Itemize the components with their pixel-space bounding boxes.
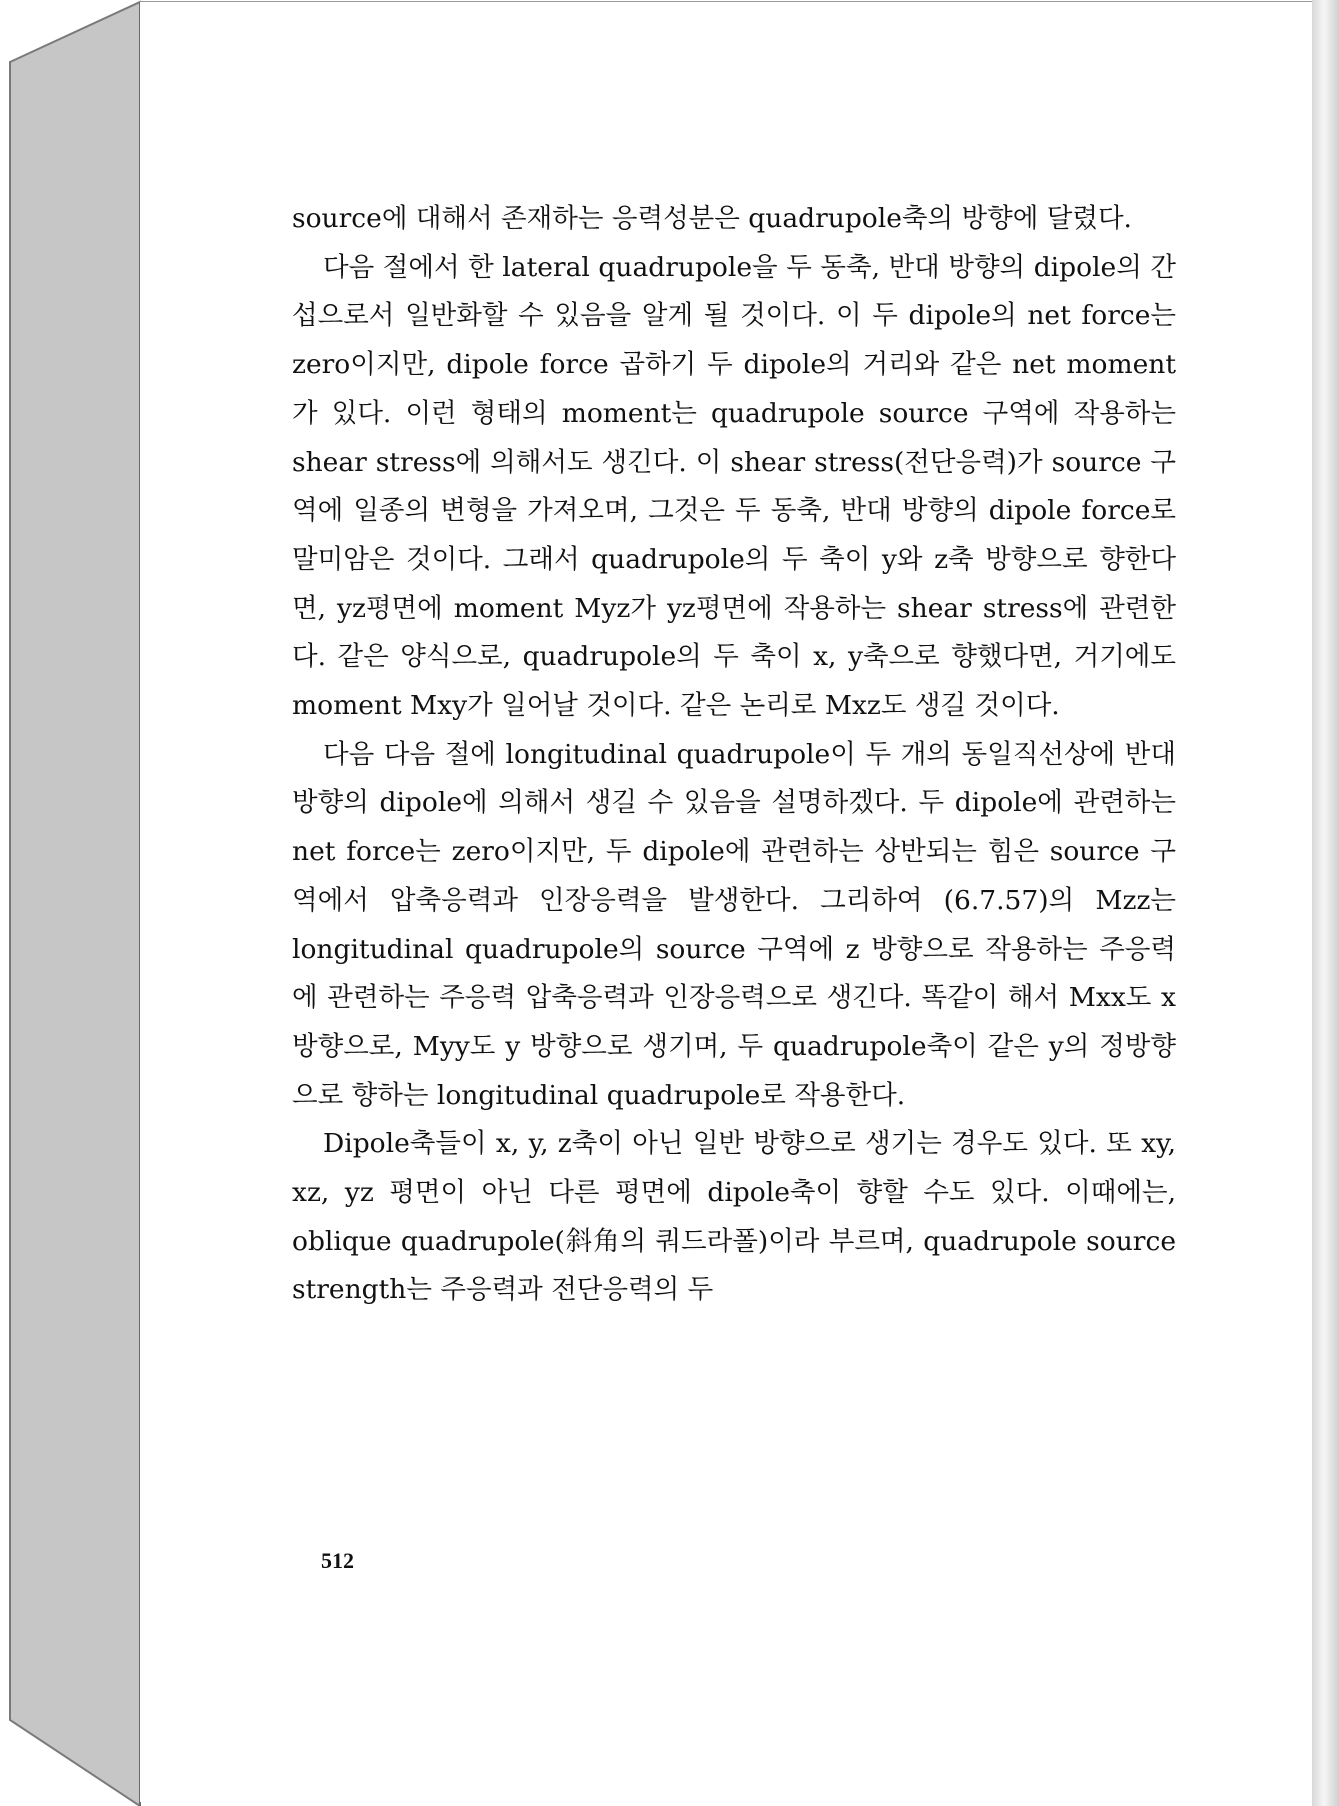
page-right-edge (1312, 0, 1339, 1806)
page-number: 512 (321, 1548, 354, 1573)
paragraph: Dipole축들이 x, y, z축이 아닌 일반 방향으로 생기는 경우도 있다. 또 xy, xz, yz 평면이 아닌 다른 평면에 dipole축이 향할 수도 있다. 이때에는, oblique quadrupole(斜角의 쿼드라폴)이라 부르며, quadrupole source strength는 주응력과 전단응력의 두 (292, 1128, 1176, 1306)
page-body-text (292, 195, 1176, 1315)
paragraph: source에 대해서 존재하는 응력성분은 quadrupole축의 방향에 달렸다. (292, 203, 1132, 234)
paragraph: 다음 절에서 한 lateral quadrupole을 두 동축, 반대 방향의 dipole의 간섭으로서 일반화할 수 있음을 알게 될 것이다. 이 두 dipole의 net force는 zero이지만, dipole force 곱하기 두 dipole의 거리와 같은 net moment가 있다. 이런 형태의 moment는 quadrupole source 구역에 작용하는 shear stress에 의해서도 생긴다. 이 shear stress(전단응력)가 source 구역에 일종의 변형을 가져오며, 그것은 두 동축, 반대 방향의 dipole force로 말미암은 것이다. 그래서 quadrupole의 두 축이 y와 z축 방향으로 향한다면, yz평면에 moment Myz가 yz평면에 작용하는 shear stress에 관련한다. 같은 양식으로, quadrupole의 두 축이 x, y축으로 향했다면, 거기에도 moment Mxy가 일어날 것이다. 같은 논리로 Mxz도 생길 것이다. (292, 251, 1176, 722)
paragraph: 다음 다음 절에 longitudinal quadrupole이 두 개의 동일직선상에 반대 방향의 dipole에 의해서 생길 수 있음을 설명하겠다. 두 dipole에 관련하는 net force는 zero이지만, 두 dipole에 관련하는 상반되는 힘은 source 구역에서 압축응력과 인장응력을 발생한다. 그리하여 (6.7.57)의 Mzz는 longitudinal quadrupole의 source 구역에 z 방향으로 작용하는 주응력에 관련하는 주응력 압축응력과 인장응력으로 생긴다. 똑같이 해서 Mxx도 x 방향으로, Myy도 y 방향으로 생기며, 두 quadrupole축이 같은 y의 정방향으로 향하는 longitudinal quadrupole로 작용한다. (292, 738, 1176, 1111)
